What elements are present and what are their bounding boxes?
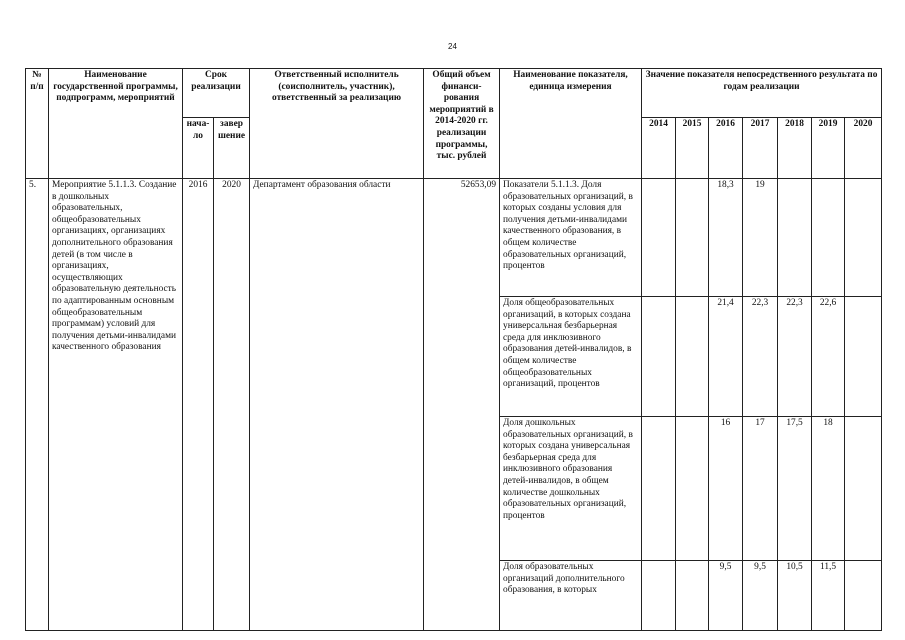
header-row-1	[26, 69, 882, 118]
indicator-value: 9,5	[743, 561, 778, 631]
row-num: 5.	[26, 179, 49, 631]
indicator-value: 9,5	[709, 561, 743, 631]
indicator-name: Доля образовательных организаций дополнительного образования, в которых	[500, 561, 642, 631]
indicator-value: 18,3	[709, 179, 743, 297]
indicator-value	[778, 179, 812, 297]
indicator-value	[676, 561, 709, 631]
indicator-value	[642, 417, 676, 561]
indicator-value: 17	[743, 417, 778, 561]
indicator-value: 22,3	[743, 297, 778, 417]
header-volume: Общий объем финанси-рования мероприятий в 2014-2020 гг. реализации программы, тыс. рублей	[424, 69, 500, 179]
header-name: Наименование государственной программы, подпрограмм, мероприятий	[49, 69, 183, 179]
header-term-start: нача-ло	[183, 118, 214, 179]
indicator-value: 22,6	[812, 297, 845, 417]
header-indicator: Наименование показателя, единица измерения	[500, 69, 642, 179]
row-executor: Департамент образования области	[250, 179, 424, 631]
header-year: 2015	[676, 118, 709, 179]
header-term-end: завер шение	[214, 118, 250, 179]
indicator-value	[845, 417, 882, 561]
header-num: № п/п	[26, 69, 49, 179]
header-year: 2017	[743, 118, 778, 179]
header-year: 2019	[812, 118, 845, 179]
indicator-value	[845, 297, 882, 417]
indicator-value: 10,5	[778, 561, 812, 631]
row-name: Мероприятие 5.1.1.3. Создание в дошкольных образовательных, общеобразовательных организациях, организациях дополнительного образования детей (в том числе в организациях, осуществляющих образовательную деятельность по адаптированным основным общеобразовательным программам) условий для получения детьми-инвалидами качественного образования	[49, 179, 183, 631]
header-year: 2014	[642, 118, 676, 179]
header-executor: Ответственный исполнитель (соисполнитель, участник), ответственный за реализацию	[250, 69, 424, 179]
indicator-value: 11,5	[812, 561, 845, 631]
indicator-value	[676, 179, 709, 297]
row-volume: 52653,09	[424, 179, 500, 631]
header-values: Значение показателя непосредственного результата по годам реализации	[642, 69, 882, 118]
indicator-value: 18	[812, 417, 845, 561]
indicator-value: 22,3	[778, 297, 812, 417]
row-end: 2020	[214, 179, 250, 631]
header-year: 2020	[845, 118, 882, 179]
indicator-value: 19	[743, 179, 778, 297]
indicator-value	[676, 297, 709, 417]
indicator-value: 21,4	[709, 297, 743, 417]
indicator-value: 16	[709, 417, 743, 561]
indicator-value	[642, 297, 676, 417]
indicator-value	[676, 417, 709, 561]
indicator-value	[642, 179, 676, 297]
header-term: Срок реализации	[183, 69, 250, 118]
indicator-value	[845, 179, 882, 297]
header-year: 2016	[709, 118, 743, 179]
indicator-value	[642, 561, 676, 631]
header-year: 2018	[778, 118, 812, 179]
page-number: 24	[448, 42, 457, 51]
indicator-name: Доля дошкольных образовательных организаций, в которых создана универсальная безбарьерная среда для инклюзивного образования детей-инвалидов, в общем количестве дошкольных образовательных организаций, процентов	[500, 417, 642, 561]
indicator-value	[845, 561, 882, 631]
program-table	[25, 68, 882, 631]
indicator-value	[812, 179, 845, 297]
indicator-name: Показатели 5.1.1.3. Доля образовательных организаций, в которых созданы условия для получения детьми-инвалидами качественного образования, в общем количестве образовательных организаций, процентов	[500, 179, 642, 297]
table-row	[26, 179, 882, 297]
indicator-value: 17,5	[778, 417, 812, 561]
indicator-name: Доля общеобразовательных организаций, в которых создана универсальная безбарьерная среда для инклюзивного образования детей-инвалидов, в общем количестве общеобразовательных организаций, процентов	[500, 297, 642, 417]
row-start: 2016	[183, 179, 214, 631]
